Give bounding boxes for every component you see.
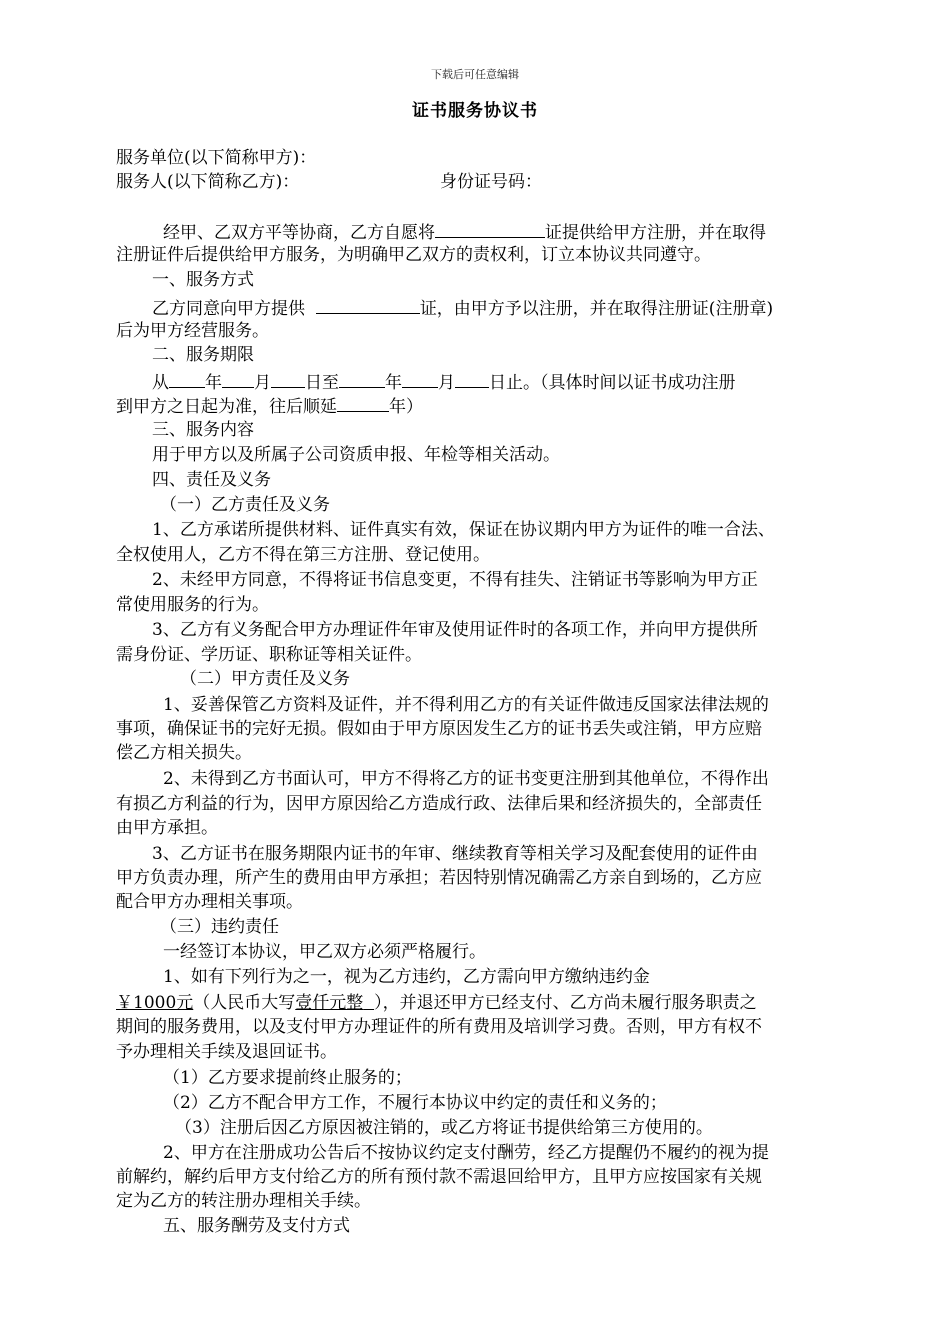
penalty-amount: ￥1000元 bbox=[116, 993, 194, 1013]
certificate-blank bbox=[435, 219, 545, 238]
paragraph-line: 常使用服务的行为。 bbox=[116, 595, 269, 615]
date-blank bbox=[169, 369, 205, 388]
party-a-label: 服务单位(以下简称甲方)： bbox=[116, 148, 317, 168]
date-blank bbox=[271, 369, 305, 388]
paragraph-line: 用于甲方以及所属子公司资质申报、年检等相关活动。 bbox=[152, 445, 560, 465]
section-heading: 五、服务酬劳及支付方式 bbox=[163, 1216, 350, 1236]
date-blank bbox=[402, 369, 438, 388]
paragraph-line: 期间的服务费用，以及支付甲方办理证件的所有费用及培训学习费。否则，甲方有权不 bbox=[116, 1017, 762, 1037]
paragraph-text: 乙方同意向甲方提供 bbox=[152, 299, 305, 319]
paragraph-text: 年 bbox=[385, 373, 402, 393]
paragraph-line: 事项，确保证书的完好无损。假如由于甲方原因发生乙方的证书丢失或注销，甲方应赔 bbox=[116, 719, 762, 739]
list-item: （2）乙方不配合甲方工作，不履行本协议中约定的责任和义务的； bbox=[163, 1093, 667, 1113]
paragraph-text: 证，由甲方予以注册，并在取得注册证(注册章) bbox=[419, 299, 774, 319]
paragraph-line: 1、妥善保管乙方资料及证件，并不得利用乙方的有关证件做违反国家法律法规的 bbox=[163, 695, 769, 715]
paragraph-line: 后为甲方经营服务。 bbox=[116, 321, 269, 341]
penalty-amount-chinese: 壹仟元整 bbox=[295, 993, 364, 1013]
subsection-heading: （三）违约责任 bbox=[160, 917, 279, 937]
paragraph-line: 甲方负责办理，所产生的费用由甲方承担；若因特别情况确需乙方亲自到场的，乙方应 bbox=[116, 868, 762, 888]
section-heading: 一、服务方式 bbox=[152, 270, 254, 290]
paragraph-line: 定为乙方的转注册办理相关手续。 bbox=[116, 1191, 371, 1211]
years-blank bbox=[337, 393, 389, 412]
subsection-heading: （一）乙方责任及义务 bbox=[160, 495, 330, 515]
paragraph-text: （人民币大写 bbox=[193, 993, 296, 1013]
document-title: 证书服务协议书 bbox=[412, 101, 538, 121]
list-item: （1）乙方要求提前终止服务的； bbox=[163, 1068, 412, 1088]
section-heading: 二、服务期限 bbox=[152, 345, 254, 365]
paragraph-text: 年） bbox=[389, 397, 423, 417]
paragraph-line: 2、甲方在注册成功公告后不按协议约定支付酬劳，经乙方提醒仍不履约的视为提 bbox=[163, 1143, 769, 1163]
intro-text: 证提供给甲方注册，并在取得 bbox=[545, 223, 766, 243]
paragraph-line: 有损乙方利益的行为，因甲方原因给乙方造成行政、法律后果和经济损失的，全部责任 bbox=[116, 794, 762, 814]
date-blank bbox=[339, 369, 385, 388]
section-heading: 四、责任及义务 bbox=[152, 470, 271, 490]
list-item: （3）注册后因乙方原因被注销的，或乙方将证书提供给第三方使用的。 bbox=[175, 1118, 713, 1138]
paragraph-text: 到甲方之日起为准，往后顺延 bbox=[116, 397, 337, 417]
id-number-label: 身份证号码： bbox=[440, 172, 542, 192]
paragraph-text: 从 bbox=[152, 373, 169, 393]
intro-text: 经甲、乙双方平等协商，乙方自愿将 bbox=[163, 223, 435, 243]
intro-line-1 bbox=[163, 219, 766, 245]
paragraph-text: 月 bbox=[438, 373, 455, 393]
paragraph-text: 年 bbox=[205, 373, 222, 393]
date-blank bbox=[222, 369, 254, 388]
paragraph-text: ），并退还甲方已经支付、乙方尚未履行服务职责之 bbox=[374, 993, 757, 1013]
paragraph-line: 3、乙方有义务配合甲方办理证件年审及使用证件时的各项工作，并向甲方提供所 bbox=[152, 620, 758, 640]
penalty-amount-line bbox=[116, 991, 757, 1015]
paragraph-line: 需身份证、学历证、职称证等相关证件。 bbox=[116, 645, 422, 665]
paragraph-line: 予办理相关手续及退回证书。 bbox=[116, 1042, 337, 1062]
paragraph-line: 偿乙方相关损失。 bbox=[116, 743, 252, 763]
paragraph-text: 日止。（具体时间以证书成功注册 bbox=[489, 373, 736, 393]
paragraph-line: 一经签订本协议，甲乙双方必须严格履行。 bbox=[163, 942, 486, 962]
intro-line-2: 注册证件后提供给甲方服务，为明确甲乙双方的责权利，订立本协议共同遵守。 bbox=[116, 245, 711, 265]
certificate-blank bbox=[316, 295, 420, 314]
watermark: 下载后可任意编辑 bbox=[431, 68, 519, 81]
paragraph-line: 2、未经甲方同意，不得将证书信息变更，不得有挂失、注销证书等影响为甲方正 bbox=[152, 570, 758, 590]
paragraph-line bbox=[152, 295, 773, 321]
paragraph-line: 配合甲方办理相关事项。 bbox=[116, 892, 303, 912]
party-b-label: 服务人(以下简称乙方)： bbox=[116, 172, 300, 192]
term-dates-line bbox=[152, 369, 736, 395]
paragraph-line: 1、如有下列行为之一，视为乙方违约，乙方需向甲方缴纳违约金 bbox=[163, 967, 650, 987]
paragraph-line: 3、乙方证书在服务期限内证书的年审、继续教育等相关学习及配套使用的证件由 bbox=[152, 844, 758, 864]
paragraph-line: 前解约，解约后甲方支付给乙方的所有预付款不需退回给甲方，且甲方应按国家有关规 bbox=[116, 1167, 762, 1187]
paragraph-line bbox=[116, 393, 423, 419]
section-heading: 三、服务内容 bbox=[152, 420, 254, 440]
paragraph-line: 全权使用人，乙方不得在第三方注册、登记使用。 bbox=[116, 545, 490, 565]
paragraph-line: 1、乙方承诺所提供材料、证件真实有效，保证在协议期内甲方为证件的唯一合法、 bbox=[152, 520, 775, 540]
paragraph-line: 2、未得到乙方书面认可，甲方不得将乙方的证书变更注册到其他单位，不得作出 bbox=[163, 769, 769, 789]
paragraph-text: 日至 bbox=[305, 373, 339, 393]
subsection-heading: （二）甲方责任及义务 bbox=[180, 669, 350, 689]
paragraph-text: 月 bbox=[254, 373, 271, 393]
paragraph-line: 由甲方承担。 bbox=[116, 818, 218, 838]
date-blank bbox=[455, 369, 489, 388]
